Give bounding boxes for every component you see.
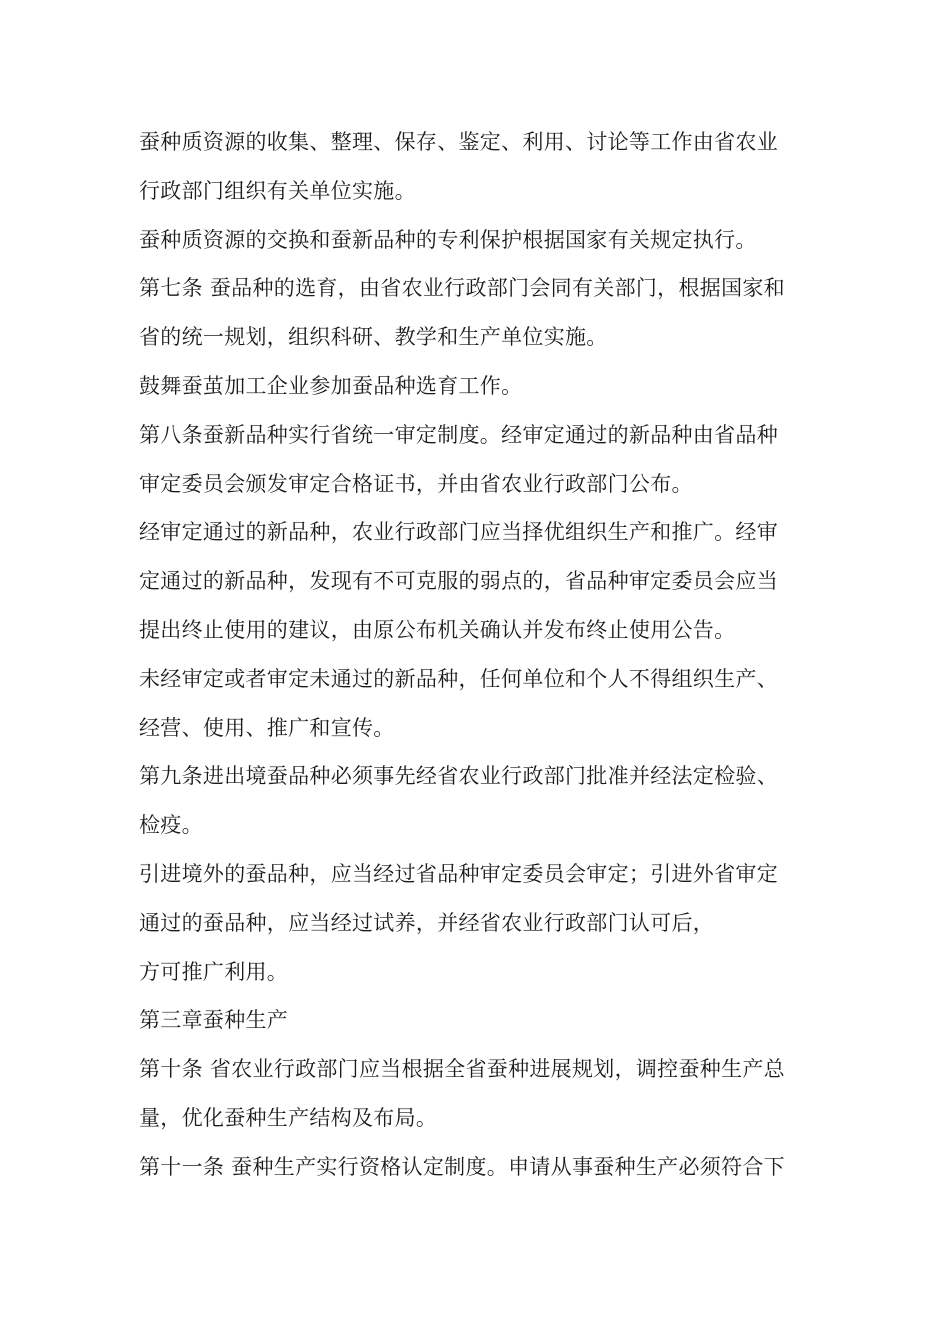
- article-9-line: 第九条进出境蚕品种必须事先经省农业行政部门批准并经法定检验、: [139, 764, 778, 789]
- text-line: 蚕种质资源的交换和蚕新品种的专利保护根据国家有关规定执行。: [139, 227, 757, 252]
- chapter-3-heading: 第三章蚕种生产: [139, 1008, 289, 1033]
- text-line: 引进境外的蚕品种，应当经过省品种审定委员会审定；引进外省审定: [139, 861, 778, 886]
- text-line: 检疫。: [139, 813, 203, 838]
- text-line: 方可推广利用。: [139, 959, 289, 984]
- article-7-line: 第七条 蚕品种的选育，由省农业行政部门会同有关部门，根据国家和: [139, 276, 785, 301]
- text-line: 提出终止使用的建议，由原公布机关确认并发布终止使用公告。: [139, 617, 736, 642]
- text-line: 蚕种质资源的收集、整理、保存、鉴定、利用、讨论等工作由省农业: [139, 130, 778, 154]
- document-body: [139, 118, 839, 1192]
- text-line: 定通过的新品种，发现有不可克服的弱点的，省品种审定委员会应当: [139, 569, 778, 594]
- text-line: 未经审定或者审定未通过的新品种，任何单位和个人不得组织生产、: [139, 666, 778, 691]
- text-line: 行政部门组织有关单位实施。: [139, 178, 416, 203]
- text-line: 经营、使用、推广和宣传。: [139, 715, 395, 740]
- text-line: 量，优化蚕种生产结构及布局。: [139, 1105, 438, 1130]
- text-line: 审定委员会颁发审定合格证书，并由省农业行政部门公布。: [139, 471, 693, 496]
- text-line: 鼓舞蚕茧加工企业参加蚕品种选育工作。: [139, 373, 523, 398]
- article-11-line: 第十一条 蚕种生产实行资格认定制度。申请从事蚕种生产必须符合下: [139, 1154, 785, 1179]
- text-line: 通过的蚕品种，应当经过试养，并经省农业行政部门认可后，: [139, 910, 715, 935]
- article-8-line: 第八条蚕新品种实行省统一审定制度。经审定通过的新品种由省品种: [139, 422, 778, 447]
- article-10-line: 第十条 省农业行政部门应当根据全省蚕种进展规划，调控蚕种生产总: [139, 1057, 785, 1082]
- text-line: 经审定通过的新品种，农业行政部门应当择优组织生产和推广。经审: [139, 520, 778, 545]
- text-line: 省的统一规划，组织科研、教学和生产单位实施。: [139, 325, 608, 350]
